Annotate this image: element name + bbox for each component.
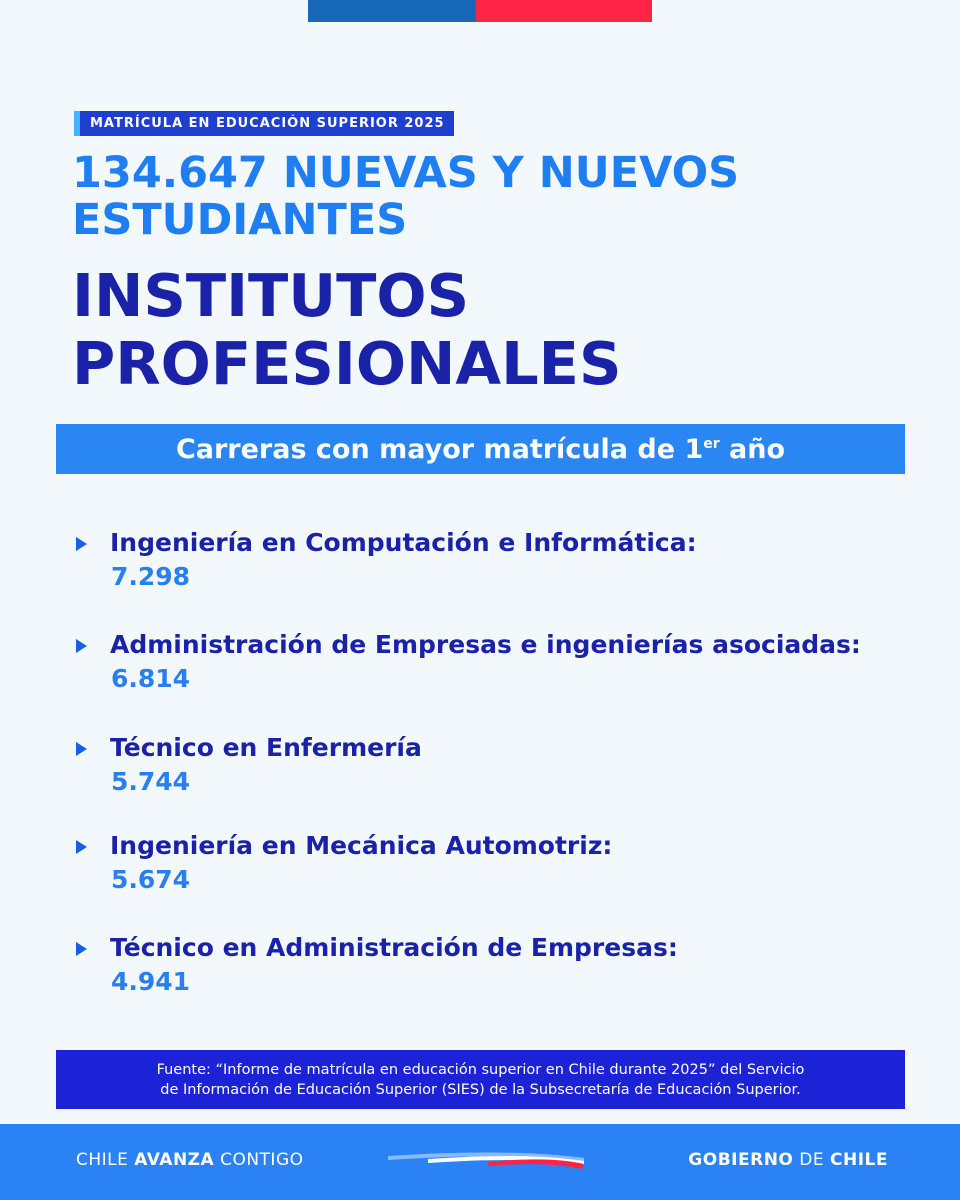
footer-slogan bbox=[76, 1150, 304, 1170]
section-band-text-end: año bbox=[719, 433, 786, 465]
career-name: Ingeniería en Computación e Informática: bbox=[110, 528, 697, 557]
page-title-line-2: PROFESIONALES bbox=[72, 329, 622, 398]
footer-gov-a: GOBIERNO bbox=[688, 1150, 794, 1170]
section-band-text bbox=[176, 434, 785, 465]
section-band bbox=[56, 424, 905, 474]
career-name: Ingeniería en Mecánica Automotriz: bbox=[110, 831, 613, 860]
career-enrollment: 4.941 bbox=[111, 967, 191, 996]
flag-stripe-red bbox=[476, 0, 652, 22]
career-enrollment: 6.814 bbox=[111, 664, 191, 693]
headline-line-2: ESTUDIANTES bbox=[72, 195, 408, 245]
headline-line-1: 134.647 NUEVAS Y NUEVOS bbox=[72, 148, 740, 198]
page-title-line-1: INSTITUTOS bbox=[72, 261, 470, 330]
career-enrollment: 5.744 bbox=[111, 767, 191, 796]
footer-government-logo bbox=[688, 1150, 888, 1170]
kicker-accent-bar bbox=[74, 111, 80, 136]
footer-slogan-b: AVANZA bbox=[134, 1150, 215, 1170]
source-text bbox=[71, 1060, 891, 1100]
career-enrollment: 5.674 bbox=[111, 865, 191, 894]
section-band-text-main: Carreras con mayor matrícula de 1 bbox=[175, 433, 704, 465]
career-name: Técnico en Administración de Empresas: bbox=[110, 933, 678, 962]
footer-gov-b: DE bbox=[793, 1150, 831, 1170]
source-line-2: de Información de Educación Superior (SIES) de la Subsecretaría de Educación Superior. bbox=[160, 1081, 801, 1098]
triangle-bullet-icon bbox=[76, 942, 87, 956]
triangle-bullet-icon bbox=[76, 639, 87, 653]
page-title bbox=[72, 262, 892, 398]
footer-bar bbox=[0, 1124, 960, 1200]
flag-swoosh-icon bbox=[388, 1146, 584, 1172]
career-name: Técnico en Enfermería bbox=[110, 733, 422, 762]
flag-stripe-blue bbox=[308, 0, 476, 22]
source-line-1: Fuente: “Informe de matrícula en educación superior en Chile durante 2025” del Servicio bbox=[156, 1061, 805, 1078]
section-band-superscript: er bbox=[703, 435, 720, 452]
kicker-label bbox=[74, 111, 454, 136]
triangle-bullet-icon bbox=[76, 742, 87, 756]
career-name: Administración de Empresas e ingenierías asociadas: bbox=[110, 630, 861, 659]
footer-slogan-c: CONTIGO bbox=[214, 1150, 304, 1170]
source-note bbox=[56, 1050, 905, 1109]
kicker-text: MATRÍCULA EN EDUCACIÓN SUPERIOR 2025 bbox=[90, 116, 445, 131]
career-enrollment: 7.298 bbox=[111, 562, 191, 591]
footer-gov-c: CHILE bbox=[830, 1150, 888, 1170]
headline bbox=[72, 150, 892, 244]
triangle-bullet-icon bbox=[76, 537, 87, 551]
footer-slogan-a: CHILE bbox=[76, 1150, 135, 1170]
triangle-bullet-icon bbox=[76, 840, 87, 854]
